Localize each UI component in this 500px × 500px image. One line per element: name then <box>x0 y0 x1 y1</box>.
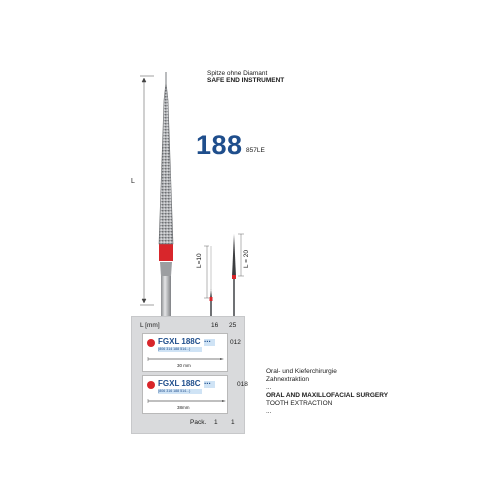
pack-value-2: 1 <box>231 419 235 426</box>
product-name: FGXL 188C <box>158 379 201 388</box>
application-de-sub: Zahnextraktion <box>266 376 309 383</box>
small-bur-16mm <box>204 246 213 318</box>
small-bur-25mm <box>232 234 244 319</box>
pack-value-1: 1 <box>214 419 218 426</box>
product-ref: (806 314 188 514...) <box>158 347 202 352</box>
model-number: 188 <box>196 130 243 160</box>
size-value-1: 012 <box>230 339 241 346</box>
bur-neck <box>160 262 172 276</box>
tip-note-german: Spitze ohne Diamant <box>207 70 268 77</box>
pack-label: Pack. <box>190 419 207 426</box>
product-ref: (806 316 188 514...) <box>158 389 202 394</box>
application-en-title: ORAL AND MAXILLOFACIAL SURGERY <box>266 392 389 399</box>
shank-length: 38mm <box>177 405 190 410</box>
length-label-main: L <box>131 178 135 185</box>
shank-diagram <box>146 397 226 405</box>
application-de-more: ... <box>266 384 272 391</box>
red-dot-icon <box>147 339 155 347</box>
red-dot-icon <box>147 381 155 389</box>
product-ellipsis: ... <box>204 377 211 386</box>
application-en-sub: TOOTH EXTRACTION <box>266 400 333 407</box>
length-header: L [mm] <box>140 322 160 329</box>
product-ellipsis: ... <box>204 335 211 344</box>
application-en-more: ... <box>266 408 272 415</box>
bur-diamond-head <box>159 82 173 244</box>
bur-color-ring <box>159 244 173 261</box>
product-card-1 <box>142 333 228 372</box>
shank-diagram <box>146 355 224 363</box>
iso-code: 857LE <box>246 147 265 154</box>
tip-note-english: SAFE END INSTRUMENT <box>207 77 285 84</box>
shank-length: 30 mm <box>177 363 191 368</box>
length-value-1: 16 <box>211 322 219 329</box>
length-value-2: 25 <box>229 322 237 329</box>
main-length-dimension <box>140 76 154 305</box>
product-card-2 <box>142 375 228 414</box>
spec-table <box>131 316 248 434</box>
length-label-small-left: L=10 <box>196 253 203 268</box>
product-name: FGXL 188C <box>158 337 201 346</box>
applications-block <box>266 368 388 416</box>
application-de-title: Oral- und Kieferchirurgie <box>266 368 337 375</box>
size-value-2: 018 <box>237 381 248 388</box>
length-label-small-right: L = 20 <box>243 249 250 268</box>
